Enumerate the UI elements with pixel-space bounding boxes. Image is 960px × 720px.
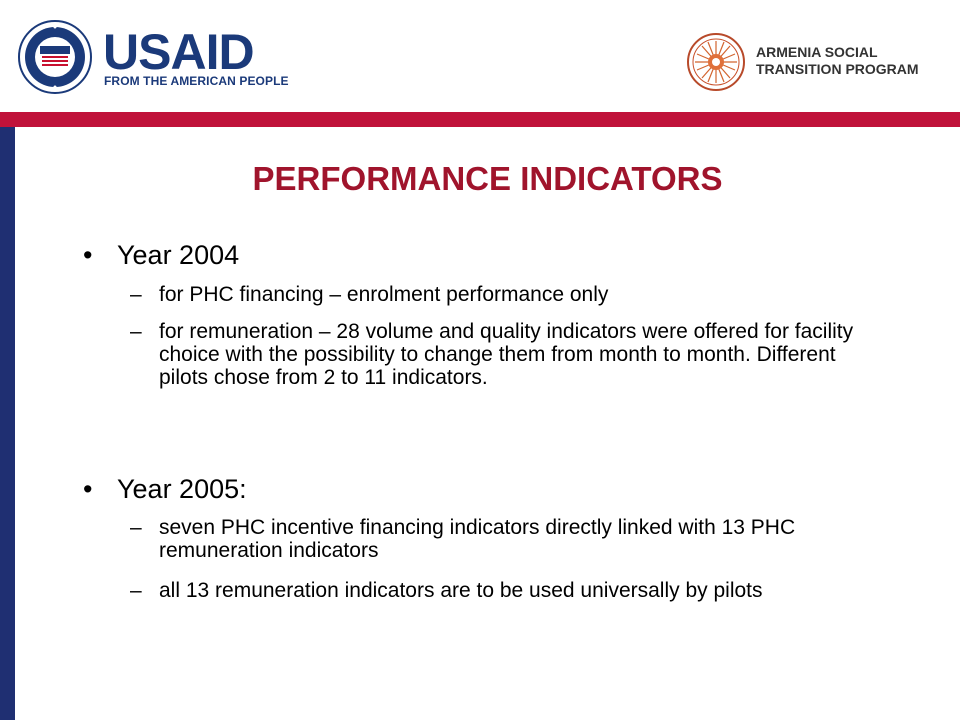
- program-title-line2: TRANSITION PROGRAM: [756, 61, 919, 77]
- bullet-text: Year 2005:: [117, 474, 247, 504]
- dash-marker: –: [130, 320, 142, 343]
- sub-item: [130, 283, 879, 306]
- bullet-year-2004: [83, 239, 240, 271]
- sub-item: [130, 579, 879, 602]
- sub-item-text: all 13 remuneration indicators are to be used universally by pilots: [159, 579, 763, 602]
- bullet-marker: •: [83, 474, 93, 504]
- dash-marker: –: [130, 516, 142, 539]
- usaid-wordmark-text: USAID: [103, 24, 254, 80]
- usaid-tagline: FROM THE AMERICAN PEOPLE: [104, 74, 289, 88]
- dash-marker: –: [130, 579, 142, 602]
- sub-item: [130, 320, 879, 389]
- sub-item-text: seven PHC incentive financing indicators directly linked with 13 PHC remuneration indicators: [159, 516, 796, 562]
- bullet-text: Year 2004: [117, 240, 240, 270]
- slide-title: PERFORMANCE INDICATORS: [252, 160, 723, 197]
- program-title-line1: ARMENIA SOCIAL: [756, 44, 878, 60]
- sub-item-text: for PHC financing – enrolment performance only: [159, 283, 609, 306]
- sub-item-text: for remuneration – 28 volume and quality indicators were offered for facility choice with the possibility to change them from month to month. Different pilots chose from 2 to 11 indicators.: [159, 320, 854, 389]
- dash-marker: –: [130, 283, 142, 306]
- sub-item: [130, 516, 879, 562]
- bullet-year-2005: [83, 473, 247, 505]
- bullet-marker: •: [83, 240, 93, 270]
